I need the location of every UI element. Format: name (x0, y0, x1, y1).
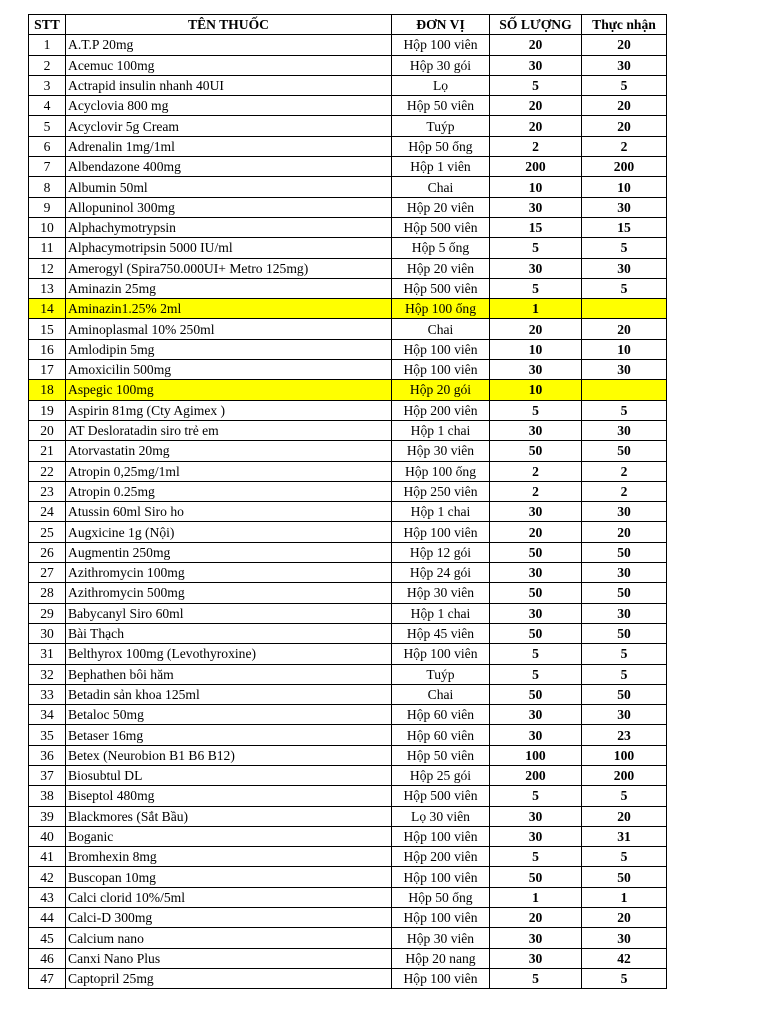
table-row (29, 75, 667, 95)
cell-received[interactable]: 5 (582, 786, 667, 806)
cell-name[interactable]: Betadin sản khoa 125ml (66, 684, 392, 704)
table-row (29, 623, 667, 643)
cell-name[interactable]: Aminoplasmal 10% 250ml (66, 319, 392, 339)
cell-received[interactable]: 200 (582, 765, 667, 785)
cell-unit[interactable]: Hộp 12 gói (392, 542, 490, 562)
table-row (29, 278, 667, 298)
cell-name[interactable]: Amoxicilin 500mg (66, 360, 392, 380)
cell-name[interactable]: Biseptol 480mg (66, 786, 392, 806)
cell-received[interactable]: 20 (582, 319, 667, 339)
cell-unit[interactable]: Hộp 20 nang (392, 948, 490, 968)
cell-unit[interactable]: Hộp 60 viên (392, 705, 490, 725)
cell-received[interactable]: 5 (582, 644, 667, 664)
table-row (29, 786, 667, 806)
cell-stt[interactable]: 16 (29, 339, 66, 359)
cell-stt[interactable]: 14 (29, 299, 66, 319)
cell-received[interactable]: 30 (582, 360, 667, 380)
cell-qty[interactable]: 30 (490, 258, 582, 278)
cell-unit[interactable]: Hộp 24 gói (392, 563, 490, 583)
cell-unit[interactable]: Hộp 100 viên (392, 339, 490, 359)
cell-received[interactable]: 5 (582, 968, 667, 988)
cell-unit[interactable]: Hộp 45 viên (392, 623, 490, 643)
header-stt[interactable]: STT (29, 15, 66, 35)
cell-name[interactable]: Adrenalin 1mg/1ml (66, 136, 392, 156)
cell-name[interactable]: Atropin 0,25mg/1ml (66, 461, 392, 481)
cell-name[interactable]: Atussin 60ml Siro ho (66, 502, 392, 522)
table-row (29, 197, 667, 217)
cell-name[interactable]: Aminazin1.25% 2ml (66, 299, 392, 319)
cell-stt[interactable]: 8 (29, 177, 66, 197)
cell-stt[interactable]: 47 (29, 968, 66, 988)
cell-stt[interactable]: 28 (29, 583, 66, 603)
cell-received[interactable]: 30 (582, 502, 667, 522)
cell-stt[interactable]: 20 (29, 420, 66, 440)
table-row (29, 258, 667, 278)
cell-unit[interactable]: Hộp 25 gói (392, 765, 490, 785)
cell-received[interactable]: 100 (582, 745, 667, 765)
cell-unit[interactable]: Hộp 100 viên (392, 867, 490, 887)
cell-unit[interactable]: Hộp 100 viên (392, 826, 490, 846)
cell-stt[interactable]: 43 (29, 887, 66, 907)
cell-qty[interactable]: 2 (490, 461, 582, 481)
table-row (29, 806, 667, 826)
cell-qty[interactable]: 5 (490, 400, 582, 420)
table-row (29, 177, 667, 197)
cell-received[interactable]: 30 (582, 258, 667, 278)
cell-name[interactable]: Actrapid insulin nhanh 40UI (66, 75, 392, 95)
table-row (29, 867, 667, 887)
cell-unit[interactable]: Hộp 500 viên (392, 278, 490, 298)
cell-name[interactable]: Babycanyl Siro 60ml (66, 603, 392, 623)
cell-qty[interactable]: 30 (490, 928, 582, 948)
cell-stt[interactable]: 31 (29, 644, 66, 664)
cell-qty[interactable]: 50 (490, 583, 582, 603)
cell-name[interactable]: Blackmores (Sắt Bầu) (66, 806, 392, 826)
table-row (29, 563, 667, 583)
table-row (29, 441, 667, 461)
cell-stt[interactable]: 25 (29, 522, 66, 542)
cell-qty[interactable]: 5 (490, 847, 582, 867)
cell-qty[interactable]: 5 (490, 238, 582, 258)
header-qty[interactable]: SỐ LƯỢNG (490, 15, 582, 35)
table-row (29, 96, 667, 116)
cell-received[interactable]: 50 (582, 623, 667, 643)
table-row (29, 705, 667, 725)
cell-qty[interactable]: 30 (490, 502, 582, 522)
cell-qty[interactable]: 20 (490, 908, 582, 928)
cell-received[interactable]: 10 (582, 177, 667, 197)
table-row (29, 400, 667, 420)
cell-unit[interactable]: Hộp 1 chai (392, 502, 490, 522)
cell-stt[interactable]: 2 (29, 55, 66, 75)
cell-unit[interactable]: Hộp 1 viên (392, 157, 490, 177)
cell-received[interactable]: 50 (582, 684, 667, 704)
cell-unit[interactable]: Chai (392, 684, 490, 704)
cell-received[interactable]: 2 (582, 136, 667, 156)
cell-unit[interactable]: Hộp 60 viên (392, 725, 490, 745)
cell-stt[interactable]: 18 (29, 380, 66, 400)
cell-qty[interactable]: 10 (490, 339, 582, 359)
cell-unit[interactable]: Hộp 50 viên (392, 745, 490, 765)
cell-unit[interactable]: Lọ 30 viên (392, 806, 490, 826)
cell-qty[interactable]: 30 (490, 725, 582, 745)
cell-qty[interactable]: 20 (490, 96, 582, 116)
cell-name[interactable]: Aminazin 25mg (66, 278, 392, 298)
table-row (29, 684, 667, 704)
cell-received[interactable]: 20 (582, 908, 667, 928)
table-row (29, 238, 667, 258)
cell-unit[interactable]: Hộp 100 viên (392, 522, 490, 542)
cell-received[interactable]: 30 (582, 197, 667, 217)
cell-name[interactable]: Bromhexin 8mg (66, 847, 392, 867)
cell-stt[interactable]: 15 (29, 319, 66, 339)
cell-name[interactable]: Alphacymotripsin 5000 IU/ml (66, 238, 392, 258)
cell-qty[interactable]: 50 (490, 684, 582, 704)
cell-qty[interactable]: 1 (490, 887, 582, 907)
header-received[interactable]: Thực nhận (582, 15, 667, 35)
cell-qty[interactable]: 30 (490, 948, 582, 968)
cell-name[interactable]: Augmentin 250mg (66, 542, 392, 562)
cell-stt[interactable]: 39 (29, 806, 66, 826)
cell-qty[interactable]: 5 (490, 786, 582, 806)
cell-received[interactable]: 10 (582, 339, 667, 359)
cell-stt[interactable]: 23 (29, 481, 66, 501)
table-row (29, 887, 667, 907)
cell-stt[interactable]: 7 (29, 157, 66, 177)
cell-qty[interactable]: 2 (490, 481, 582, 501)
table-row (29, 847, 667, 867)
cell-received[interactable]: 23 (582, 725, 667, 745)
cell-stt[interactable]: 34 (29, 705, 66, 725)
cell-unit[interactable]: Hộp 500 viên (392, 217, 490, 237)
cell-stt[interactable]: 36 (29, 745, 66, 765)
cell-received[interactable]: 31 (582, 826, 667, 846)
cell-name[interactable]: Acyclovia 800 mg (66, 96, 392, 116)
cell-received[interactable]: 20 (582, 96, 667, 116)
cell-received[interactable]: 5 (582, 400, 667, 420)
table-row (29, 481, 667, 501)
cell-received[interactable]: 50 (582, 583, 667, 603)
cell-stt[interactable]: 13 (29, 278, 66, 298)
cell-received[interactable]: 30 (582, 705, 667, 725)
cell-unit[interactable]: Hộp 100 ống (392, 299, 490, 319)
cell-stt[interactable]: 32 (29, 664, 66, 684)
cell-unit[interactable]: Hộp 5 ống (392, 238, 490, 258)
cell-received[interactable]: 200 (582, 157, 667, 177)
cell-received[interactable]: 30 (582, 563, 667, 583)
cell-received[interactable]: 2 (582, 481, 667, 501)
cell-qty[interactable]: 30 (490, 360, 582, 380)
cell-qty[interactable]: 100 (490, 745, 582, 765)
cell-stt[interactable]: 26 (29, 542, 66, 562)
cell-unit[interactable]: Hộp 200 viên (392, 400, 490, 420)
cell-name[interactable]: Albumin 50ml (66, 177, 392, 197)
cell-stt[interactable]: 44 (29, 908, 66, 928)
cell-qty[interactable]: 30 (490, 55, 582, 75)
cell-unit[interactable]: Hộp 100 viên (392, 360, 490, 380)
cell-name[interactable]: Azithromycin 500mg (66, 583, 392, 603)
cell-name[interactable]: Biosubtul DL (66, 765, 392, 785)
cell-received[interactable]: 1 (582, 887, 667, 907)
cell-qty[interactable]: 10 (490, 177, 582, 197)
table-row (29, 948, 667, 968)
cell-stt[interactable]: 27 (29, 563, 66, 583)
table-row (29, 928, 667, 948)
cell-stt[interactable]: 33 (29, 684, 66, 704)
table-row (29, 968, 667, 988)
cell-received[interactable] (582, 380, 667, 400)
cell-qty[interactable]: 50 (490, 623, 582, 643)
cell-stt[interactable]: 17 (29, 360, 66, 380)
cell-name[interactable]: Calcium nano (66, 928, 392, 948)
cell-unit[interactable]: Hộp 100 viên (392, 908, 490, 928)
cell-name[interactable]: AT Desloratadin siro trẻ em (66, 420, 392, 440)
table-row (29, 603, 667, 623)
cell-name[interactable]: Calci clorid 10%/5ml (66, 887, 392, 907)
table-row (29, 35, 667, 55)
cell-received[interactable]: 42 (582, 948, 667, 968)
table-row (29, 116, 667, 136)
cell-name[interactable]: Buscopan 10mg (66, 867, 392, 887)
cell-name[interactable]: Aspirin 81mg (Cty Agimex ) (66, 400, 392, 420)
cell-stt[interactable]: 38 (29, 786, 66, 806)
cell-stt[interactable]: 1 (29, 35, 66, 55)
cell-stt[interactable]: 40 (29, 826, 66, 846)
table-row (29, 55, 667, 75)
table-row (29, 339, 667, 359)
cell-received[interactable]: 50 (582, 542, 667, 562)
table-row (29, 745, 667, 765)
cell-received[interactable]: 30 (582, 420, 667, 440)
cell-qty[interactable]: 5 (490, 75, 582, 95)
cell-received[interactable]: 20 (582, 806, 667, 826)
cell-received[interactable]: 5 (582, 664, 667, 684)
cell-qty[interactable]: 20 (490, 116, 582, 136)
cell-unit[interactable]: Hộp 50 ống (392, 136, 490, 156)
cell-name[interactable]: Acemuc 100mg (66, 55, 392, 75)
cell-name[interactable]: Canxi Nano Plus (66, 948, 392, 968)
cell-unit[interactable]: Hộp 500 viên (392, 786, 490, 806)
cell-stt[interactable]: 9 (29, 197, 66, 217)
cell-name[interactable]: Atorvastatin 20mg (66, 441, 392, 461)
cell-received[interactable]: 30 (582, 55, 667, 75)
cell-received[interactable]: 2 (582, 461, 667, 481)
cell-name[interactable]: Bài Thạch (66, 623, 392, 643)
cell-qty[interactable]: 30 (490, 806, 582, 826)
spreadsheet (28, 14, 666, 989)
cell-stt[interactable]: 45 (29, 928, 66, 948)
table-row (29, 217, 667, 237)
cell-name[interactable]: Boganic (66, 826, 392, 846)
cell-received[interactable] (582, 299, 667, 319)
table-row (29, 157, 667, 177)
cell-received[interactable]: 50 (582, 441, 667, 461)
cell-unit[interactable]: Hộp 30 gói (392, 55, 490, 75)
cell-qty[interactable]: 20 (490, 522, 582, 542)
cell-qty[interactable]: 5 (490, 278, 582, 298)
cell-stt[interactable]: 11 (29, 238, 66, 258)
cell-qty[interactable]: 200 (490, 765, 582, 785)
cell-name[interactable]: Amerogyl (Spira750.000UI+ Metro 125mg) (66, 258, 392, 278)
cell-unit[interactable]: Hộp 1 chai (392, 603, 490, 623)
table-row-highlighted (29, 299, 667, 319)
table-body (29, 35, 667, 989)
cell-unit[interactable]: Hộp 20 viên (392, 197, 490, 217)
cell-stt[interactable]: 5 (29, 116, 66, 136)
table-row (29, 522, 667, 542)
table-row (29, 583, 667, 603)
cell-name[interactable]: A.T.P 20mg (66, 35, 392, 55)
cell-received[interactable]: 5 (582, 238, 667, 258)
cell-stt[interactable]: 41 (29, 847, 66, 867)
table-row (29, 664, 667, 684)
cell-qty[interactable]: 30 (490, 705, 582, 725)
cell-stt[interactable]: 21 (29, 441, 66, 461)
cell-qty[interactable]: 5 (490, 664, 582, 684)
cell-qty[interactable]: 15 (490, 217, 582, 237)
table-row (29, 319, 667, 339)
cell-name[interactable]: Captopril 25mg (66, 968, 392, 988)
cell-qty[interactable]: 2 (490, 136, 582, 156)
cell-stt[interactable]: 46 (29, 948, 66, 968)
table-row (29, 908, 667, 928)
table-row-highlighted (29, 380, 667, 400)
table-row (29, 826, 667, 846)
table-row (29, 420, 667, 440)
cell-stt[interactable]: 29 (29, 603, 66, 623)
cell-name[interactable]: Azithromycin 100mg (66, 563, 392, 583)
cell-unit[interactable]: Hộp 1 chai (392, 420, 490, 440)
cell-qty[interactable]: 1 (490, 299, 582, 319)
cell-unit[interactable]: Chai (392, 319, 490, 339)
cell-qty[interactable]: 5 (490, 968, 582, 988)
table-row (29, 360, 667, 380)
cell-name[interactable]: Betaser 16mg (66, 725, 392, 745)
table-row (29, 542, 667, 562)
cell-received[interactable]: 5 (582, 75, 667, 95)
cell-name[interactable]: Belthyrox 100mg (Levothyroxine) (66, 644, 392, 664)
cell-qty[interactable]: 50 (490, 542, 582, 562)
cell-name[interactable]: Albendazone 400mg (66, 157, 392, 177)
cell-received[interactable]: 20 (582, 35, 667, 55)
table-row (29, 136, 667, 156)
cell-name[interactable]: Betaloc 50mg (66, 705, 392, 725)
cell-stt[interactable]: 30 (29, 623, 66, 643)
cell-unit[interactable]: Tuýp (392, 116, 490, 136)
table-row (29, 765, 667, 785)
cell-name[interactable]: Calci-D 300mg (66, 908, 392, 928)
cell-unit[interactable]: Hộp 20 gói (392, 380, 490, 400)
header-name[interactable]: TÊN THUỐC (66, 15, 392, 35)
cell-received[interactable]: 30 (582, 928, 667, 948)
cell-unit[interactable]: Lọ (392, 75, 490, 95)
cell-name[interactable]: Betex (Neurobion B1 B6 B12) (66, 745, 392, 765)
cell-unit[interactable]: Hộp 100 viên (392, 35, 490, 55)
cell-unit[interactable]: Hộp 50 viên (392, 96, 490, 116)
cell-qty[interactable]: 30 (490, 603, 582, 623)
cell-unit[interactable]: Chai (392, 177, 490, 197)
cell-qty[interactable]: 200 (490, 157, 582, 177)
cell-name[interactable]: Bephathen bôi hăm (66, 664, 392, 684)
cell-stt[interactable]: 4 (29, 96, 66, 116)
cell-stt[interactable]: 37 (29, 765, 66, 785)
cell-stt[interactable]: 42 (29, 867, 66, 887)
cell-unit[interactable]: Hộp 30 viên (392, 441, 490, 461)
cell-stt[interactable]: 3 (29, 75, 66, 95)
cell-name[interactable]: Acyclovir 5g Cream (66, 116, 392, 136)
cell-qty[interactable]: 30 (490, 563, 582, 583)
cell-qty[interactable]: 30 (490, 826, 582, 846)
cell-unit[interactable]: Hộp 100 viên (392, 644, 490, 664)
header-row (29, 15, 667, 35)
cell-unit[interactable]: Hộp 100 viên (392, 968, 490, 988)
cell-unit[interactable]: Hộp 250 viên (392, 481, 490, 501)
cell-stt[interactable]: 22 (29, 461, 66, 481)
cell-unit[interactable]: Hộp 20 viên (392, 258, 490, 278)
cell-qty[interactable]: 50 (490, 867, 582, 887)
cell-name[interactable]: Allopuninol 300mg (66, 197, 392, 217)
cell-qty[interactable]: 5 (490, 644, 582, 664)
header-unit[interactable]: ĐƠN VỊ (392, 15, 490, 35)
cell-qty[interactable]: 20 (490, 35, 582, 55)
cell-stt[interactable]: 24 (29, 502, 66, 522)
cell-name[interactable]: Amlodipin 5mg (66, 339, 392, 359)
cell-qty[interactable]: 30 (490, 197, 582, 217)
cell-unit[interactable]: Hộp 100 ống (392, 461, 490, 481)
cell-qty[interactable]: 30 (490, 420, 582, 440)
cell-unit[interactable]: Tuýp (392, 664, 490, 684)
cell-received[interactable]: 50 (582, 867, 667, 887)
cell-qty[interactable]: 50 (490, 441, 582, 461)
cell-qty[interactable]: 10 (490, 380, 582, 400)
cell-stt[interactable]: 19 (29, 400, 66, 420)
cell-received[interactable]: 5 (582, 278, 667, 298)
cell-received[interactable]: 30 (582, 603, 667, 623)
table-row (29, 502, 667, 522)
cell-stt[interactable]: 35 (29, 725, 66, 745)
cell-stt[interactable]: 6 (29, 136, 66, 156)
cell-received[interactable]: 5 (582, 847, 667, 867)
table-row (29, 725, 667, 745)
table-row (29, 644, 667, 664)
cell-name[interactable]: Atropin 0.25mg (66, 481, 392, 501)
cell-received[interactable]: 15 (582, 217, 667, 237)
cell-unit[interactable]: Hộp 50 ống (392, 887, 490, 907)
cell-unit[interactable]: Hộp 200 viên (392, 847, 490, 867)
cell-name[interactable]: Alphachymotrypsin (66, 217, 392, 237)
cell-unit[interactable]: Hộp 30 viên (392, 583, 490, 603)
cell-name[interactable]: Augxicine 1g (Nội) (66, 522, 392, 542)
cell-stt[interactable]: 10 (29, 217, 66, 237)
cell-name[interactable]: Aspegic 100mg (66, 380, 392, 400)
cell-qty[interactable]: 20 (490, 319, 582, 339)
cell-unit[interactable]: Hộp 30 viên (392, 928, 490, 948)
medicine-table (28, 14, 667, 989)
cell-stt[interactable]: 12 (29, 258, 66, 278)
cell-received[interactable]: 20 (582, 116, 667, 136)
table-row (29, 461, 667, 481)
cell-received[interactable]: 20 (582, 522, 667, 542)
